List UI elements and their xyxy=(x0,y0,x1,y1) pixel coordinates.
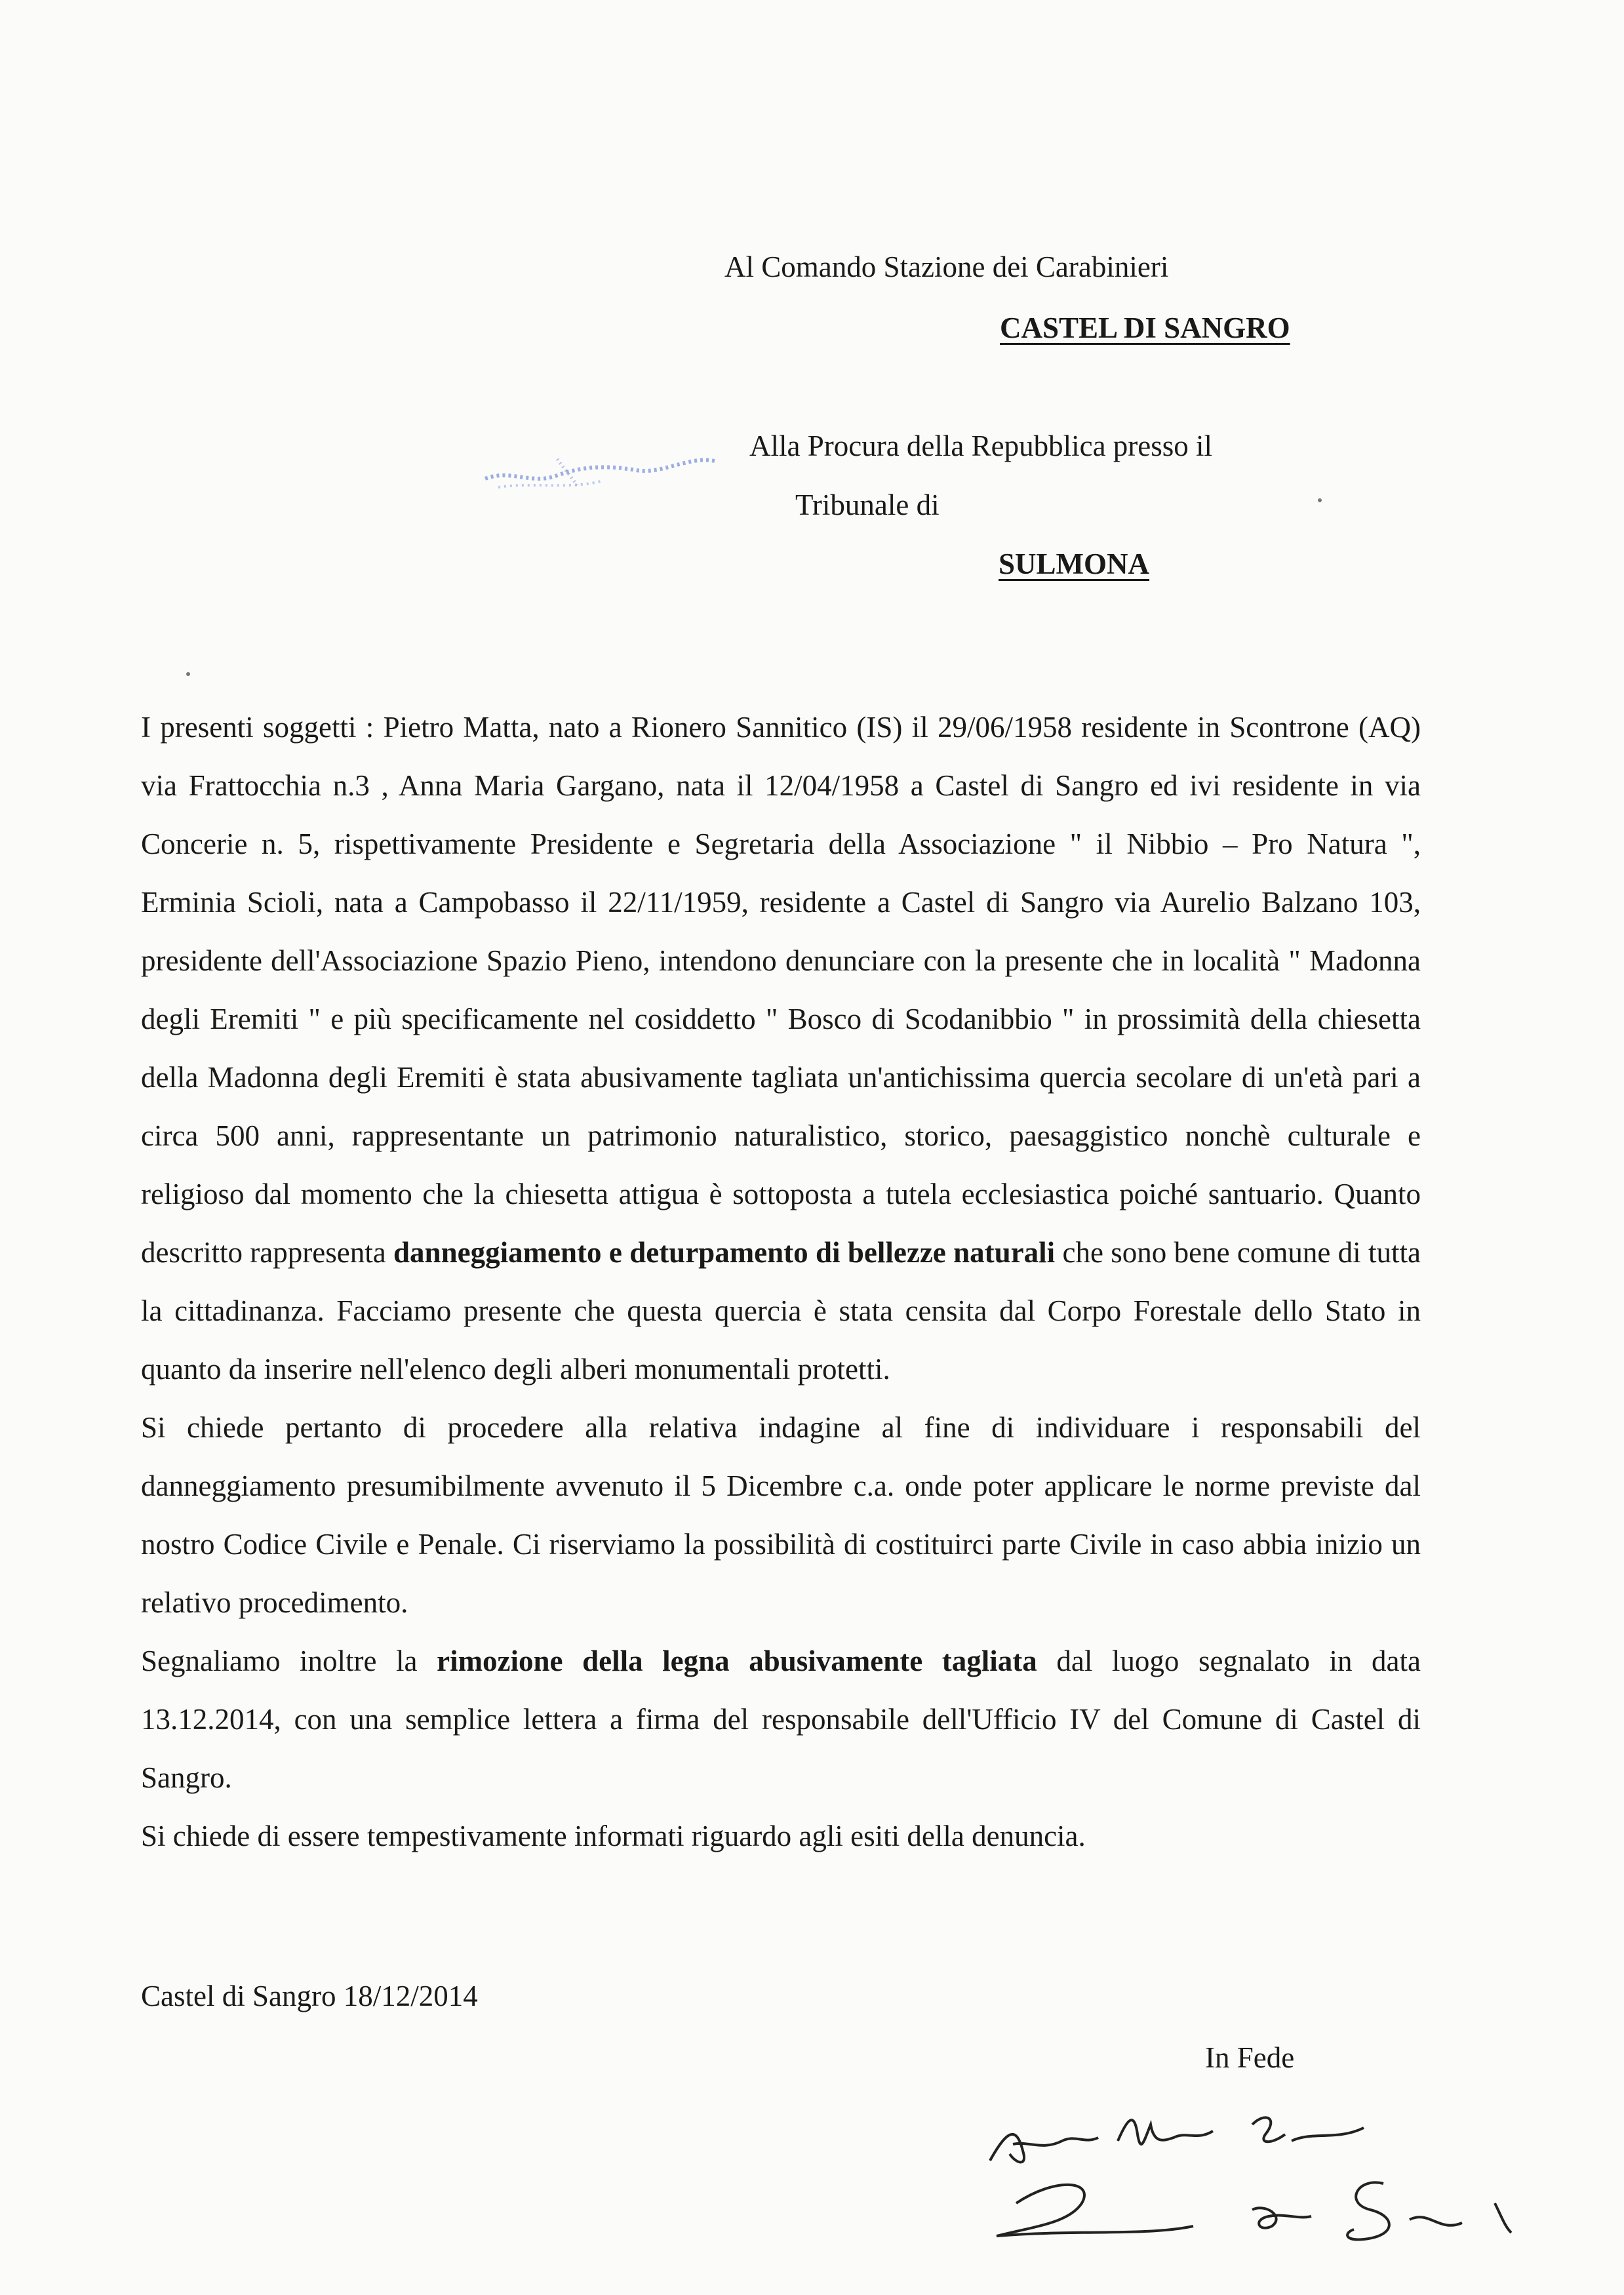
letter-body xyxy=(141,698,1421,1866)
salutation: In Fede xyxy=(1205,2041,1295,2074)
handwritten-signatures xyxy=(977,2105,1547,2269)
place-date: Castel di Sangro 18/12/2014 xyxy=(141,1980,478,2012)
speck-mark xyxy=(186,672,190,676)
recipient-sulmona: SULMONA xyxy=(999,548,1150,580)
blue-stamp-mark xyxy=(472,429,721,508)
recipient-castel-di-sangro: CASTEL DI SANGRO xyxy=(1000,311,1290,344)
body-paragraph-2: Si chiede pertanto di procedere alla relativa indagine al fine di individuare i responsabili del danneggiamento presumibilmente avvenuto il 5 Dicembre c.a. onde poter applicare le norme previste dal nostro Codice Civile e Penale. Ci riserviamo la possibilità di costituirci parte Civile in caso abbia inizio un relativo procedimento. xyxy=(141,1411,1421,1619)
bold-phrase-damage: danneggiamento e deturpamento di bellezze naturali xyxy=(393,1236,1056,1269)
recipient-tribunale: Tribunale di xyxy=(795,489,940,521)
body-paragraph-1: I presenti soggetti : Pietro Matta, nato a Rionero Sannitico (IS) il 29/06/1958 residente in Scontrone (AQ) via Frattocchia n.3 , Anna Maria Gargano, nata il 12/04/1958 a Castel di Sangro ed ivi residente in via Concerie n. 5, rispettivamente Presidente e Segretaria della Associazione " il Nibbio – Pro Natura ", Erminia Scioli, nata a Campobasso il 22/11/1959, residente a Castel di Sangro via Aurelio Balzano 103, presidente dell'Associazione Spazio Pieno, intendono denunciare con la presente che in località " Madonna degli Eremiti " e più specificamente nel cosiddetto " Bosco di Scodanibbio " in prossimità della chiesetta della Madonna degli Eremiti è stata abusivamente tagliata un'antichissima quercia secolare di un'età pari a circa 500 anni, rappresentante un patrimonio naturalistico, storico, paesaggistico nonchè culturale e religioso dal momento che la chiesetta attigua è sottoposta a tutela ecclesiastica poiché santuario. Quanto descritto rappresenta danneggiamento e deturpamento di bellezze naturali che sono bene comune di tutta la cittadinanza. Facciamo presente che questa quercia è stata censita dal Corpo Forestale dello Stato in quanto da inserire nell'elenco degli alberi monumentali protetti. xyxy=(141,711,1421,1386)
speck-mark xyxy=(1318,498,1322,502)
recipient-procura: Alla Procura della Repubblica presso il xyxy=(749,429,1213,462)
body-paragraph-3: Segnaliamo inoltre la rimozione della legna abusivamente tagliata dal luogo segnalato in data 13.12.2014, con una semplice lettera a firma del responsabile dell'Ufficio IV del Comune di Castel di Sangro. xyxy=(141,1645,1421,1794)
bold-phrase-removal: rimozione della legna abusivamente tagliata xyxy=(437,1645,1037,1677)
body-paragraph-4: Si chiede di essere tempestivamente informati riguardo agli esiti della denuncia. xyxy=(141,1820,1086,1852)
recipient-carabinieri: Al Comando Stazione dei Carabinieri xyxy=(724,250,1169,283)
